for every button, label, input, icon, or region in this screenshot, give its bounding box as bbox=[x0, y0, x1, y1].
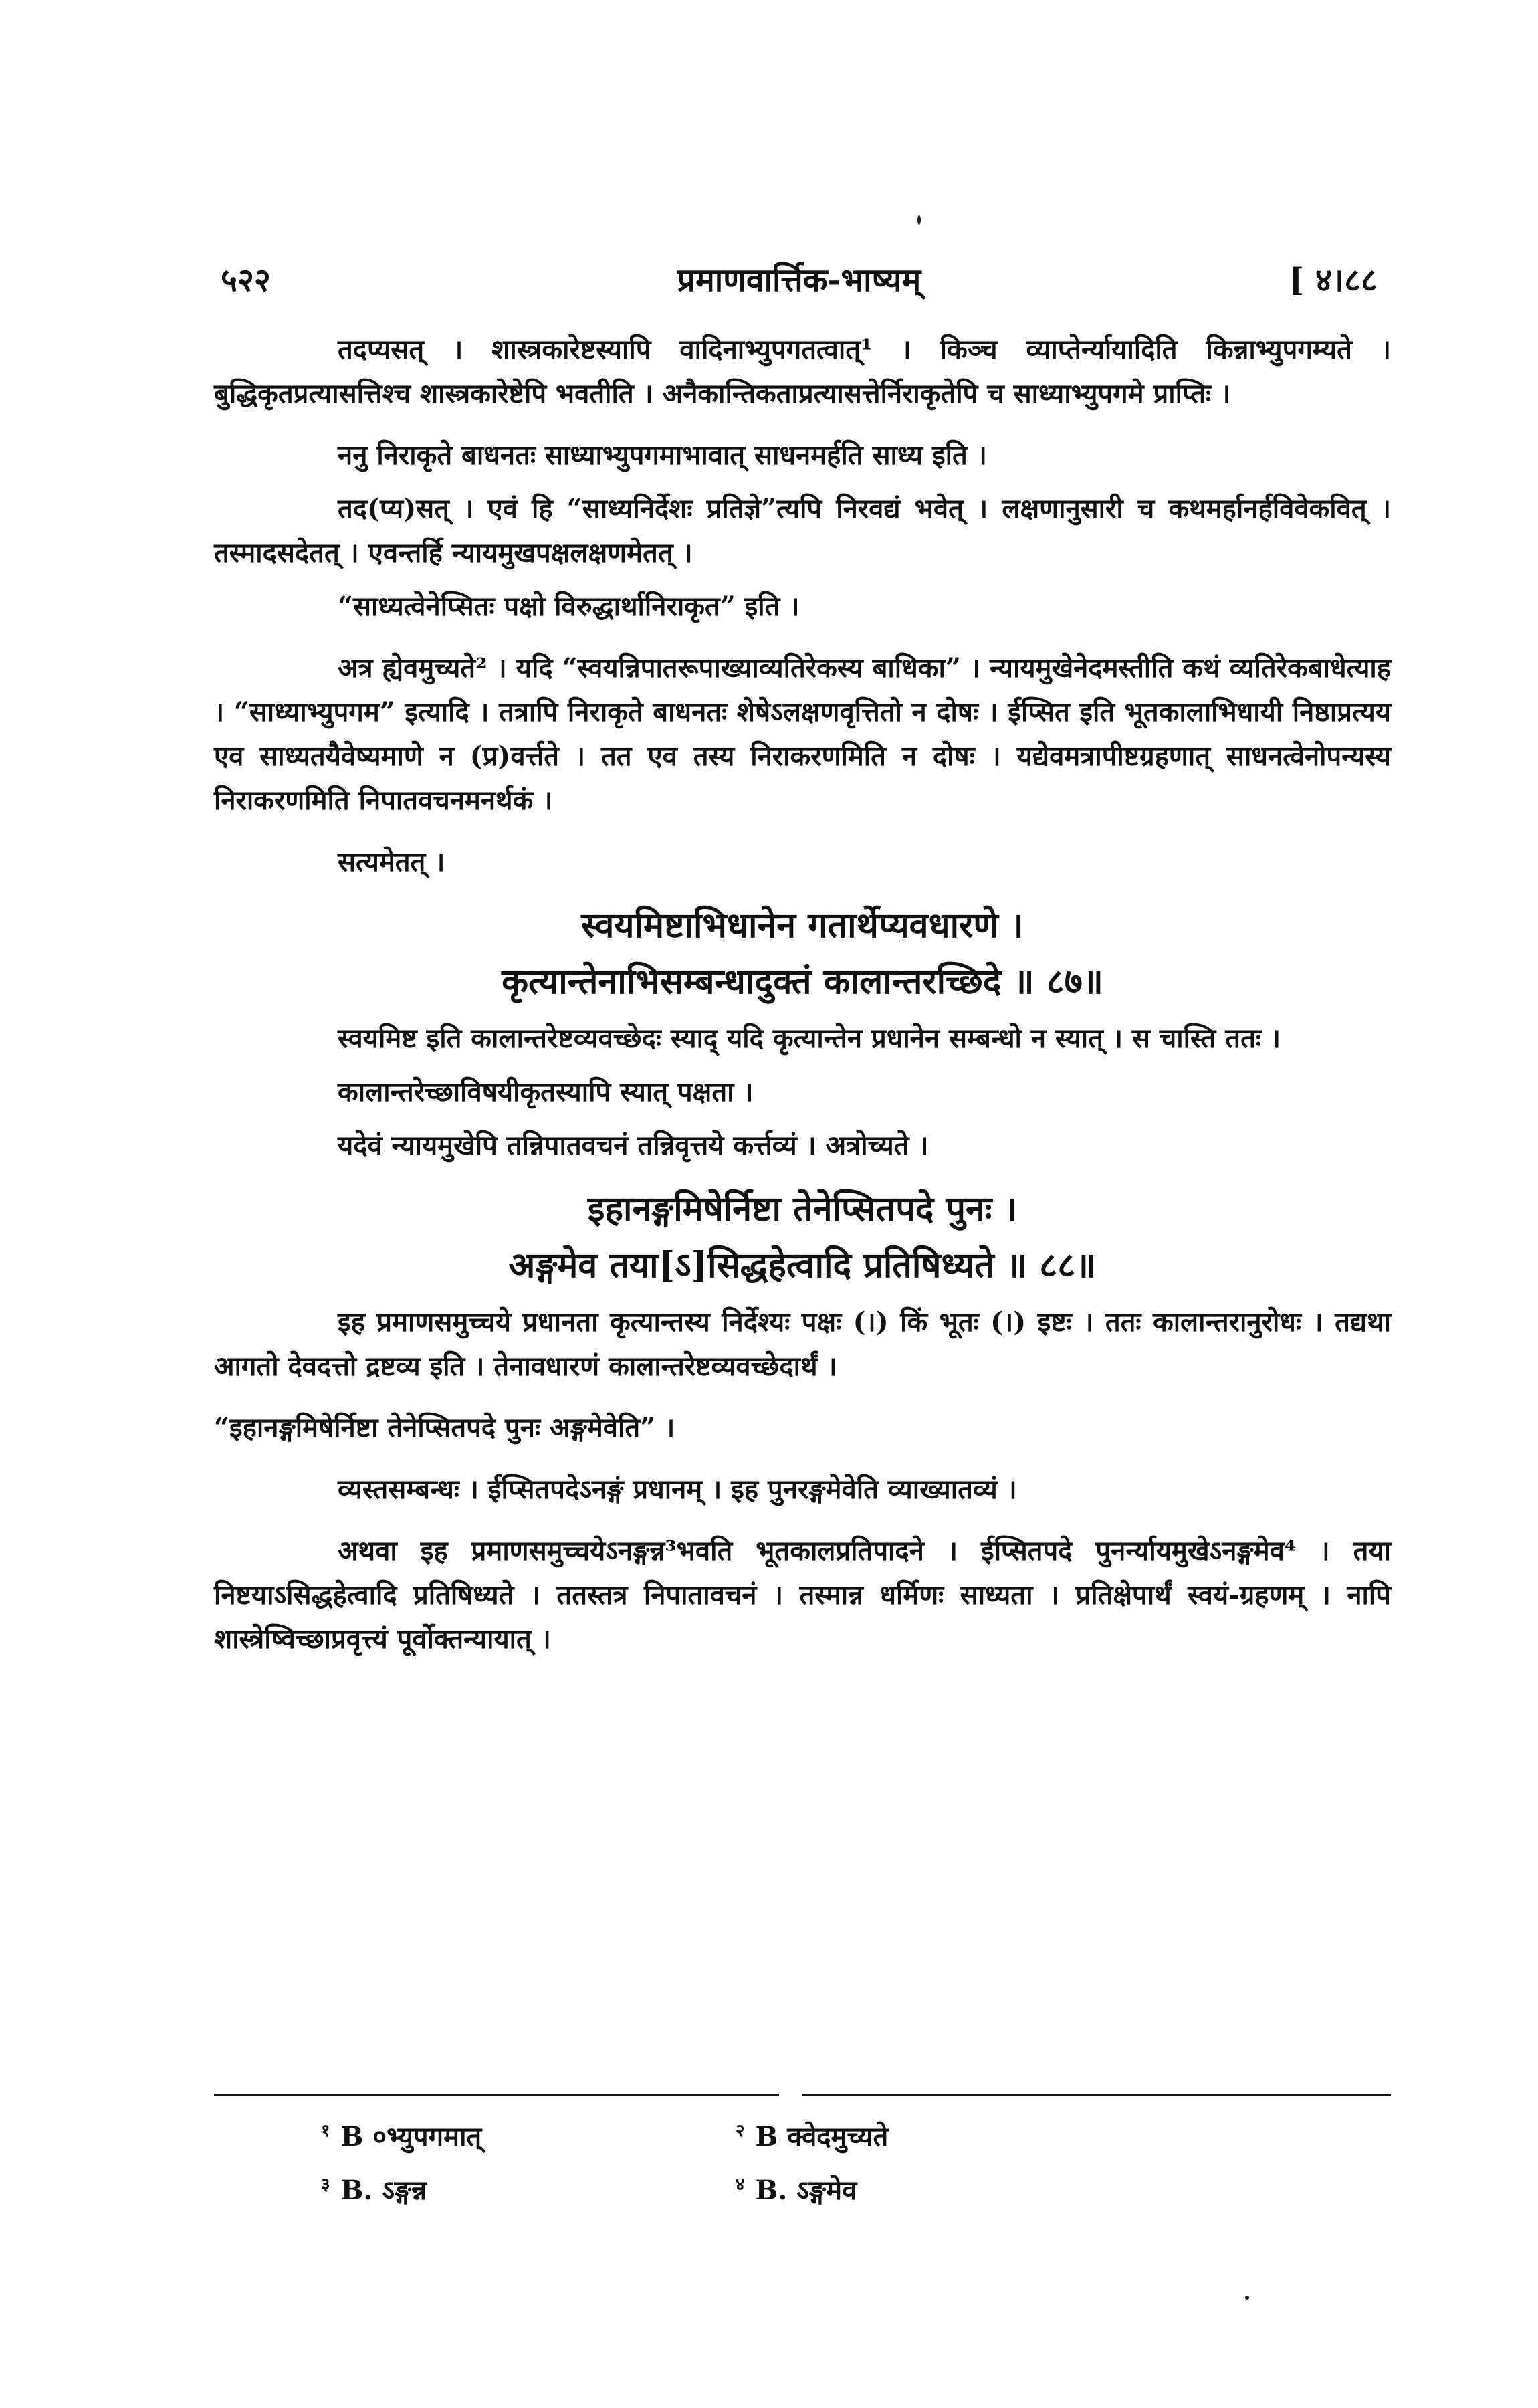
footnote-mark: ४ bbox=[736, 2175, 745, 2195]
footnote bbox=[736, 2171, 857, 2207]
separator-rule bbox=[802, 2094, 1391, 2096]
paragraph: यदेवं न्यायमुखेपि तन्निपातवचनं तन्निवृत्तये कर्त्तव्यं । अत्रोच्यते । bbox=[338, 1130, 929, 1161]
footnote-mark: ३ bbox=[321, 2175, 330, 2195]
footnote-text: B क्वेदमुच्यते bbox=[755, 2121, 889, 2152]
paragraph: स्वयमिष्ट इति कालान्तरेष्टव्यवच्छेदः स्याद् यदि कृत्यान्तेन प्रधानेन सम्बन्धो न स्यात् । स चास्ति ततः । bbox=[338, 1023, 1281, 1054]
verse-line: अङ्गमेव तया[ऽ]सिद्धहेत्वादि प्रतिषिध्यते ॥ ८८॥ bbox=[508, 1245, 1097, 1286]
paragraph: ननु निराकृते बाधनतः साध्याभ्युपगमाभावात् साधनमर्हति साध्य इति । bbox=[338, 439, 987, 471]
paragraph: सत्यमेतत् । bbox=[338, 846, 445, 878]
paragraph: अत्र ह्येवमुच्यते² । यदि “स्वयन्निपातरूपाख्याव्यतिरेकस्य बाधिका” । न्यायमुखेनेदमस्तीति कथं व्यतिरेकबाधेत्याह । “साध्याभ्युपगम” इत्यादि । तत्रापि निराकृते बाधनतः शेषेऽलक्षणवृत्तितो न दोषः । ईप्सित इति भूतकालाभिधायी निष्ठाप्रत्यय एव साध्यतयैवेष्यमाणे न (प्र)वर्त्तते । तत एव तस्य निराकरणमिति न दोषः । यद्येवमत्रापीष्टग्रहणात् साधनत्वेनोपन्यस्य निराकरणमिति निपातवचनमनर्थकं । bbox=[214, 652, 1391, 816]
footnote-mark: १ bbox=[321, 2121, 330, 2141]
verse-line: स्वयमिष्टाभिधानेन गतार्थेप्यवधारणे । bbox=[581, 905, 1024, 946]
footnote bbox=[321, 2117, 481, 2154]
verse-88 bbox=[214, 1181, 1391, 1294]
verse-line: कृत्यान्तेनाभिसम्बन्धादुक्तं कालान्तरच्छिदे ॥ ८७॥ bbox=[502, 961, 1103, 1002]
verse-line: इहानङ्गमिषेर्निष्टा तेनेप्सितपदे पुनः । bbox=[587, 1189, 1018, 1229]
verse-87 bbox=[214, 898, 1391, 1010]
paragraph: तद(प्य)सत् । एवं हि “साध्यनिर्देशः प्रतिज्ञे”त्यपि निरवद्यं भवेत् । लक्षणानुसारी च कथमर्हानर्हविवेकवित् । तस्मादसदेतत् । एवन्तर्हि न्यायमुखपक्षलक्षणमेतत् । bbox=[214, 493, 1391, 569]
footnote bbox=[321, 2171, 427, 2207]
running-header bbox=[221, 258, 1378, 311]
paragraph: तदप्यसत् । शास्त्रकारेष्टस्यापि वादिनाभ्युपगतत्वात्¹ । किञ्च व्याप्तेर्न्यायादिति किन्नाभ्युपगम्यते । बुद्धिकृतप्रत्यासत्तिश्च शास्त्रकारेष्टेपि भवतीति । अनैकान्तिकताप्रत्यासत्तेर्निराकृतेपि च साध्याभ्युपगमे प्राप्तिः । bbox=[214, 334, 1391, 409]
footnote-separator bbox=[214, 2094, 1391, 2096]
footnote-text: B. ऽङ्गमेव bbox=[755, 2175, 857, 2206]
footnote-text: B. ऽङ्गन्न bbox=[340, 2175, 427, 2206]
paragraph: अथवा इह प्रमाणसमुच्चयेऽनङ्गन्न³भवति भूतकालप्रतिपादने । ईप्सितपदे पुनर्न्यायमुखेऽनङ्गमेव⁴ । तया निष्टयाऽसिद्धहेत्वादि प्रतिषिध्यते । ततस्तत्र निपातावचनं । तस्मान्न धर्मिणः साध्यता । प्रतिक्षेपार्थं स्वयं-ग्रहणम् । नापि शास्त्रेष्विच्छाप्रवृत्त्यं पूर्वोक्तन्यायात् । bbox=[214, 1535, 1391, 1655]
paragraph: कालान्तरेच्छाविषयीकृतस्यापि स्यात् पक्षता । bbox=[338, 1076, 754, 1108]
footnote bbox=[736, 2117, 888, 2154]
separator-rule bbox=[214, 2094, 779, 2096]
footnote-text: B ०भ्युपगमात् bbox=[340, 2121, 482, 2152]
print-speck bbox=[917, 215, 921, 225]
section-number: [ ४।८८ bbox=[1289, 262, 1378, 299]
paragraph: व्यस्तसम्बन्धः । ईप्सितपदेऽनङ्गं प्रधानम् । इह पुनरङ्गमेवेति व्याख्यातव्यं । bbox=[338, 1474, 1017, 1505]
quotation: “साध्यत्वेनेप्सितः पक्षो विरुद्धार्थानिराकृत” इति । bbox=[338, 591, 800, 622]
page-number: ५२२ bbox=[221, 262, 271, 299]
running-title: प्रमाणवार्त्तिक-भाष्यम् bbox=[677, 262, 921, 299]
print-speck bbox=[1245, 2296, 1249, 2300]
paragraph: इह प्रमाणसमुच्चये प्रधानता कृत्यान्तस्य निर्देश्यः पक्षः (।) किं भूतः (।) इष्टः । ततः कालान्तरानुरोधः । तद्यथा आगतो देवदत्तो द्रष्टव्य इति । तेनावधारणं कालान्तरेष्टव्यवच्छेदार्थं । bbox=[214, 1306, 1391, 1382]
main-text bbox=[214, 328, 1391, 1671]
footnote-mark: २ bbox=[736, 2121, 745, 2141]
quotation: “इहानङ्गमिषेर्निष्टा तेनेप्सितपदे पुनः अङ्गमेवेति” । bbox=[214, 1412, 675, 1443]
